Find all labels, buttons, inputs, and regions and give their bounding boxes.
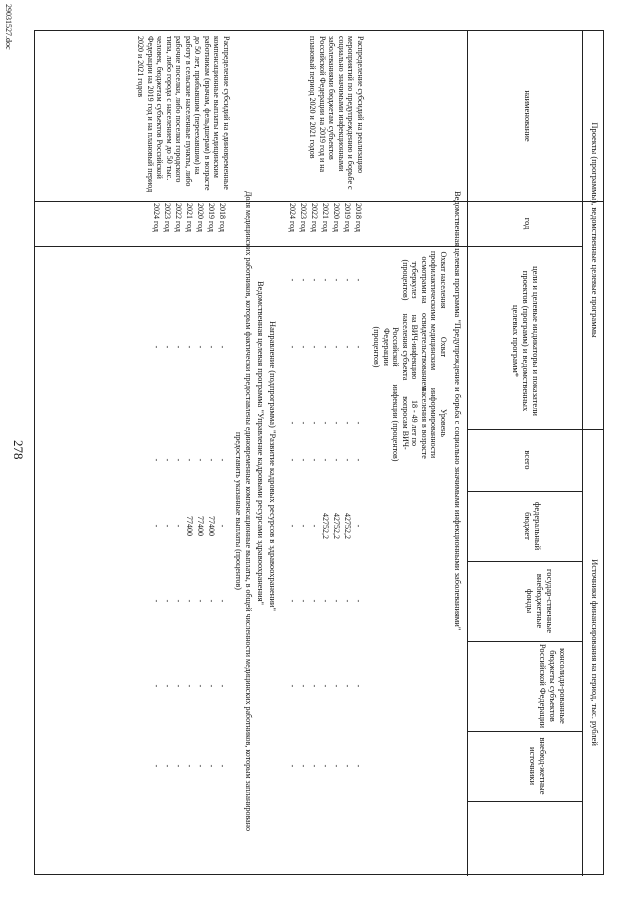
year-cell: 2021 год <box>185 203 194 232</box>
indicator-value-cell: - <box>174 345 183 349</box>
year-cell: 2019 год <box>207 203 216 232</box>
federal-value-cell: - <box>299 524 308 528</box>
offbudget-value-cell: - <box>299 599 308 603</box>
extra-value-cell: - <box>174 764 183 768</box>
extra-value-cell: - <box>288 764 297 768</box>
indicator-value-cell: - <box>354 278 363 282</box>
offbudget-value-cell: - <box>218 599 227 603</box>
federal-value-cell: 77400 <box>207 516 216 536</box>
extra-value-cell: - <box>354 764 363 768</box>
regional-value-cell: - <box>163 684 172 688</box>
indicator-value-cell: - <box>152 345 161 349</box>
federal-value-cell: 77400 <box>185 516 194 536</box>
offbudget-value-cell: - <box>332 599 341 603</box>
indicator-value-cell: - <box>343 345 352 349</box>
col-extra-header: внебюд-жетные источники <box>528 737 548 795</box>
regional-value-cell: - <box>343 684 352 688</box>
year-cell: 2018 год <box>218 203 227 232</box>
indicator-value-cell: - <box>332 345 341 349</box>
indicator-value-cell: - <box>310 421 319 425</box>
total-value-cell: - <box>174 458 183 462</box>
col-year-header: год <box>523 217 533 230</box>
year-cell: 2023 год <box>163 203 172 232</box>
section1-name: Распределение субсидий на реализацию мероприятий по предупреждению и борьбе с социально значимыми инфекционными заболеваниями бюджетам субъектов Российской Федерации на 2019 год и на плановый период 2020 и 2021 годов <box>308 36 365 190</box>
total-value-cell: - <box>310 458 319 462</box>
indicator-value-cell: - <box>321 278 330 282</box>
col-federal-header: федеральный бюджет <box>523 501 543 551</box>
document-filename: 29031527.doc <box>4 4 13 50</box>
indicator-value-cell: - <box>196 345 205 349</box>
year-cell: 2018 год <box>354 203 363 232</box>
total-value-cell: - <box>343 458 352 462</box>
indicator-value-cell: - <box>288 421 297 425</box>
indicator-value-cell: - <box>354 345 363 349</box>
regional-value-cell: - <box>185 684 194 688</box>
regional-value-cell: - <box>321 684 330 688</box>
regional-value-cell: - <box>174 684 183 688</box>
indicator-value-cell: - <box>288 345 297 349</box>
indicator-value-cell: - <box>299 278 308 282</box>
section2-indicator: Доля медицинских работников, которым фактически предоставлены единовременные компенсационные выплаты, в общей численности медицинских работников, которым запланировано предоставить указанные выплаты (процентов) <box>234 191 253 832</box>
offbudget-value-cell: - <box>321 599 330 603</box>
col-goals-header: цели и целевые индикаторы и показатели проектов (программ) и ведомственных целевых программ* <box>511 266 541 416</box>
offbudget-value-cell: - <box>196 599 205 603</box>
regional-value-cell: - <box>310 684 319 688</box>
year-cell: 2020 год <box>332 203 341 232</box>
indicator-value-cell: - <box>310 345 319 349</box>
section1-indicator-2: Охват медицинским освидетельствованием на ВИЧ-инфекцию населения субъекта Российской Федерации (процентов) <box>372 313 448 391</box>
offbudget-value-cell: - <box>207 599 216 603</box>
extra-value-cell: - <box>152 764 161 768</box>
section2-direction: Направление (подпрограмма) "Развитие кадровых ресурсов в здравоохранении" <box>268 321 278 611</box>
indicator-value-cell: - <box>332 278 341 282</box>
indicator-value-cell: - <box>321 421 330 425</box>
section1-title: Ведомственная целевая программа "Предупреждение и борьба с социально значимыми инфекционными заболеваниями" <box>453 191 463 631</box>
federal-value-cell: - <box>288 524 297 528</box>
offbudget-value-cell: - <box>174 599 183 603</box>
year-cell: 2021 год <box>321 203 330 232</box>
offbudget-value-cell: - <box>354 599 363 603</box>
regional-value-cell: - <box>299 684 308 688</box>
federal-value-cell: 42752,2 <box>321 513 330 539</box>
offbudget-value-cell: - <box>163 599 172 603</box>
extra-value-cell: - <box>332 764 341 768</box>
offbudget-value-cell: - <box>185 599 194 603</box>
total-value-cell: - <box>218 458 227 462</box>
federal-value-cell: 42752,2 <box>343 513 352 539</box>
regional-value-cell: - <box>218 684 227 688</box>
extra-value-cell: - <box>310 764 319 768</box>
total-value-cell: - <box>185 458 194 462</box>
col-regional-header: консолиди-рованные бюджеты субъектов Российской Федерации <box>538 643 568 729</box>
col-offbudget-header: государ-ственные внебюджетные фонды <box>525 568 555 634</box>
regional-value-cell: - <box>196 684 205 688</box>
financing-group-header: Источники финансирования на период, тыс. рублей <box>590 559 600 746</box>
total-value-cell: - <box>207 458 216 462</box>
regional-value-cell: - <box>332 684 341 688</box>
indicator-value-cell: - <box>299 421 308 425</box>
federal-value-cell: 77400 <box>196 516 205 536</box>
federal-value-cell: - <box>218 524 227 528</box>
year-cell: 2022 год <box>310 203 319 232</box>
extra-value-cell: - <box>163 764 172 768</box>
indicator-value-cell: - <box>218 345 227 349</box>
section1-indicator-3: Уровень информированности населения в возрасте 18 - 49 лет по вопросам ВИЧ-инфекции (процентов) <box>391 384 448 462</box>
extra-value-cell: - <box>343 764 352 768</box>
offbudget-value-cell: - <box>152 599 161 603</box>
indicator-value-cell: - <box>163 345 172 349</box>
regional-value-cell: - <box>288 684 297 688</box>
federal-value-cell: - <box>354 524 363 528</box>
indicator-value-cell: - <box>185 345 194 349</box>
indicator-value-cell: - <box>343 278 352 282</box>
extra-value-cell: - <box>196 764 205 768</box>
extra-value-cell: - <box>207 764 216 768</box>
indicator-value-cell: - <box>207 345 216 349</box>
year-cell: 2023 год <box>299 203 308 232</box>
extra-value-cell: - <box>299 764 308 768</box>
projects-group-header: Проекты (программы), ведомственные целевые программы <box>590 122 600 338</box>
year-cell: 2019 год <box>343 203 352 232</box>
total-value-cell: - <box>354 458 363 462</box>
page-number: 278 <box>11 440 26 460</box>
year-cell: 2022 год <box>174 203 183 232</box>
total-value-cell: - <box>321 458 330 462</box>
section2-title: Ведомственная целевая программа "Управление кадровыми ресурсами здравоохранения" <box>256 281 266 606</box>
regional-value-cell: - <box>152 684 161 688</box>
col-total-header: всего <box>523 450 533 470</box>
total-value-cell: - <box>299 458 308 462</box>
total-value-cell: - <box>196 458 205 462</box>
total-value-cell: - <box>332 458 341 462</box>
extra-value-cell: - <box>321 764 330 768</box>
federal-value-cell: 42752,2 <box>332 513 341 539</box>
year-cell: 2020 год <box>196 203 205 232</box>
federal-value-cell: - <box>152 524 161 528</box>
federal-value-cell: - <box>310 524 319 528</box>
indicator-value-cell: - <box>310 278 319 282</box>
year-cell: 2024 год <box>288 203 297 232</box>
indicator-value-cell: - <box>321 345 330 349</box>
offbudget-value-cell: - <box>310 599 319 603</box>
indicator-value-cell: - <box>299 345 308 349</box>
indicator-value-cell: - <box>354 421 363 425</box>
offbudget-value-cell: - <box>288 599 297 603</box>
total-value-cell: - <box>163 458 172 462</box>
indicator-value-cell: - <box>343 421 352 425</box>
section2-name: Распределение субсидий на единовременные компенсационные выплаты медицинским работникам (врачам, фельдшерам) в возрасте до 50 лет, прибывшим (переехавшим) на работу в сельские населенные пункты, либо рабочие поселки, либо поселки городского типа, либо города с населением до 50 тыс. человек, бюджетам субъектов Российской Федерации на 2019 год и на плановый период 2020 и 2021 годов <box>136 36 231 193</box>
regional-value-cell: - <box>354 684 363 688</box>
col-name-header: наименование <box>523 90 533 142</box>
indicator-value-cell: - <box>288 278 297 282</box>
financing-table <box>34 30 604 875</box>
extra-value-cell: - <box>185 764 194 768</box>
indicator-value-cell: - <box>332 421 341 425</box>
section1-indicator-1: Охват населения профилактическими осмотрами на туберкулез (процентов) <box>401 251 448 321</box>
total-value-cell: - <box>288 458 297 462</box>
offbudget-value-cell: - <box>343 599 352 603</box>
federal-value-cell: - <box>163 524 172 528</box>
total-value-cell: - <box>152 458 161 462</box>
federal-value-cell: - <box>174 524 183 528</box>
year-cell: 2024 год <box>152 203 161 232</box>
extra-value-cell: - <box>218 764 227 768</box>
regional-value-cell: - <box>207 684 216 688</box>
